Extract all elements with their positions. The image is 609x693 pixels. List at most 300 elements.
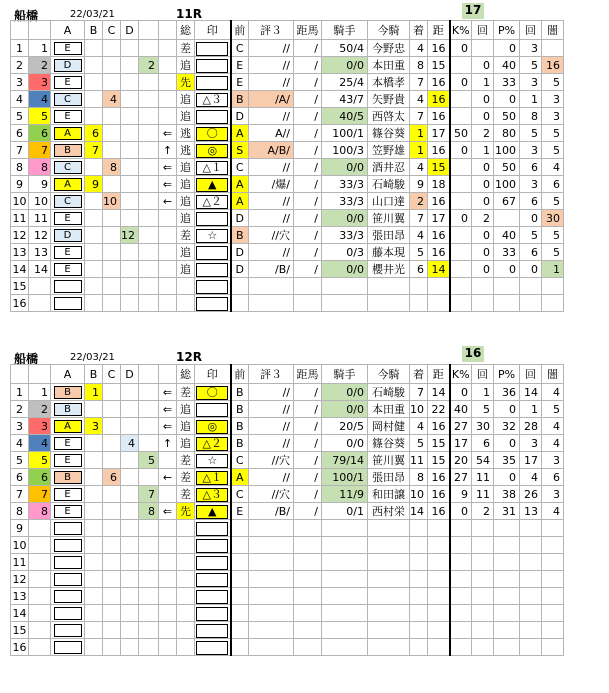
mark-box <box>196 590 228 604</box>
cell-mark <box>195 125 231 142</box>
mark-box <box>196 212 228 226</box>
cell-col-b: 1 <box>85 384 103 401</box>
cell-jockey-stat <box>322 588 368 605</box>
cell-k-return: 6 <box>472 435 494 452</box>
cell-dark: 5 <box>542 244 564 261</box>
cell-col-d <box>121 503 139 520</box>
cell-extra <box>139 40 159 57</box>
cell-p-return: 3 <box>520 40 542 57</box>
cell-previous: D <box>231 244 249 261</box>
mark-box: ◎ <box>196 420 228 434</box>
cell-p-pct <box>494 605 520 622</box>
place-name: 船橋 <box>14 352 39 366</box>
cell-rating3: // <box>249 418 294 435</box>
cell-k-return: 30 <box>472 418 494 435</box>
cell-col-b <box>85 486 103 503</box>
cell-jockey-stat: 11/9 <box>322 486 368 503</box>
column-header: 回 <box>472 365 494 384</box>
cell-jockey-name <box>368 520 410 537</box>
column-header: 評３ <box>249 365 294 384</box>
cell-extra <box>139 227 159 244</box>
cell-col-c <box>103 503 121 520</box>
cell-p-pct: 0 <box>494 91 520 108</box>
cell-k-return <box>472 605 494 622</box>
cell-jockey-stat: 0/0 <box>322 435 368 452</box>
cell-k-return: 0 <box>472 193 494 210</box>
mark-box <box>196 280 228 294</box>
cell-row-number: 1 <box>11 40 29 57</box>
table-row <box>11 469 564 486</box>
cell-style: 追 <box>177 210 195 227</box>
cell-extra <box>139 74 159 91</box>
cell-style: 追 <box>177 159 195 176</box>
column-header: P% <box>494 21 520 40</box>
cell-mark <box>195 605 231 622</box>
cell-jockey-name: 本橋孝 <box>368 74 410 91</box>
cell-p-return: 0 <box>520 210 542 227</box>
rank-box <box>54 297 82 310</box>
column-header <box>29 21 51 40</box>
mark-box: ◎ <box>196 144 228 158</box>
cell-row-number: 12 <box>12 228 27 242</box>
cell-p-pct <box>494 554 520 571</box>
cell-arrow <box>159 639 177 656</box>
cell-mark <box>195 40 231 57</box>
cell-row-number: 7 <box>11 142 29 159</box>
column-header <box>139 21 159 40</box>
cell-k-return: 0 <box>472 57 494 74</box>
cell-k-pct <box>450 57 472 74</box>
cell-mark <box>195 537 231 554</box>
cell-distance-horse: / <box>294 210 322 227</box>
cell-p-return: 5 <box>520 227 542 244</box>
column-header: 評３ <box>249 21 294 40</box>
cell-dark: 3 <box>542 91 564 108</box>
cell-gate: 9 <box>29 176 51 193</box>
column-header: 総 <box>177 21 195 40</box>
cell-row-number: 9 <box>11 176 29 193</box>
cell-row-number: 12 <box>12 572 27 586</box>
cell-p-return <box>520 295 542 312</box>
cell-k-pct <box>450 571 472 588</box>
cell-dark: 4 <box>542 503 564 520</box>
cell-distance-horse: / <box>294 435 322 452</box>
column-header: 距馬 <box>294 21 322 40</box>
cell-row-number: 15 <box>12 623 27 637</box>
cell-col-d <box>121 605 139 622</box>
cell-gate: 1 <box>29 40 51 57</box>
cell-k-pct: 9 <box>450 486 472 503</box>
cell-dark <box>542 40 564 57</box>
column-header <box>139 365 159 384</box>
cell-p-return: 5 <box>520 57 542 74</box>
cell-distance <box>428 295 450 312</box>
cell-rank-a <box>51 401 85 418</box>
cell-previous: A <box>231 193 249 210</box>
cell-gate: 3 <box>29 418 51 435</box>
cell-distance: 16 <box>428 244 450 261</box>
cell-k-pct <box>450 91 472 108</box>
cell-col-d <box>121 401 139 418</box>
cell-jockey-name <box>368 571 410 588</box>
cell-row-number: 1 <box>11 384 29 401</box>
table-row <box>11 295 564 312</box>
cell-p-return: 3 <box>520 176 542 193</box>
cell-p-pct: 0 <box>494 261 520 278</box>
cell-gate <box>29 537 51 554</box>
cell-rating3 <box>249 295 294 312</box>
race-number: 12R <box>176 350 202 364</box>
column-header: 騎手 <box>322 21 368 40</box>
mark-box: △２ <box>196 195 228 209</box>
cell-rank-a <box>51 125 85 142</box>
cell-col-c <box>103 278 121 295</box>
cell-dark <box>542 622 564 639</box>
cell-col-d <box>121 210 139 227</box>
cell-gate: 10 <box>29 193 51 210</box>
rank-box: B <box>54 403 82 416</box>
table-row <box>11 142 564 159</box>
cell-extra <box>139 605 159 622</box>
cell-rating3: A// <box>249 125 294 142</box>
cell-row-number: 9 <box>11 520 29 537</box>
cell-distance: 15 <box>428 452 450 469</box>
cell-k-return <box>472 639 494 656</box>
cell-previous: C <box>231 40 249 57</box>
cell-rank-a <box>51 554 85 571</box>
cell-arrow: ← <box>159 193 177 210</box>
cell-p-return: 1 <box>520 91 542 108</box>
cell-jockey-name <box>368 588 410 605</box>
cell-previous: C <box>231 486 249 503</box>
mark-box <box>196 522 228 536</box>
cell-row-number: 11 <box>12 211 27 225</box>
cell-row-number: 11 <box>12 555 27 569</box>
cell-jockey-stat: 100/3 <box>322 142 368 159</box>
column-header: K% <box>450 365 472 384</box>
cell-style: 追 <box>177 261 195 278</box>
cell-style <box>177 588 195 605</box>
cell-extra <box>139 588 159 605</box>
cell-gate <box>29 295 51 312</box>
cell-finish: 6 <box>410 261 428 278</box>
cell-gate <box>29 571 51 588</box>
cell-mark <box>195 503 231 520</box>
cell-dark: 3 <box>542 486 564 503</box>
cell-extra <box>139 159 159 176</box>
rank-box <box>54 522 82 535</box>
cell-col-b <box>85 554 103 571</box>
cell-rating3: // <box>249 435 294 452</box>
cell-rating3: /B/ <box>249 261 294 278</box>
cell-finish: 4 <box>410 227 428 244</box>
cell-gate <box>29 554 51 571</box>
cell-style: 差 <box>177 486 195 503</box>
cell-extra <box>139 176 159 193</box>
cell-jockey-stat: 100/1 <box>322 125 368 142</box>
column-header: K% <box>450 21 472 40</box>
mark-box: △１ <box>196 471 228 485</box>
cell-distance-horse: / <box>294 193 322 210</box>
cell-mark <box>195 554 231 571</box>
cell-extra <box>139 622 159 639</box>
cell-rank-a <box>51 622 85 639</box>
cell-jockey-stat <box>322 605 368 622</box>
cell-row-number: 16 <box>12 640 27 654</box>
cell-p-return: 8 <box>520 108 542 125</box>
cell-rank-a <box>51 452 85 469</box>
cell-rank-a <box>51 40 85 57</box>
column-header: D <box>121 21 139 40</box>
table-row <box>11 486 564 503</box>
mark-box <box>196 556 228 570</box>
cell-previous: D <box>231 108 249 125</box>
cell-col-b <box>85 588 103 605</box>
table-row <box>11 108 564 125</box>
cell-jockey-name: 石崎駿 <box>368 176 410 193</box>
cell-finish <box>410 639 428 656</box>
cell-col-d <box>121 622 139 639</box>
mark-box: ▲ <box>196 178 228 192</box>
mark-box <box>196 42 228 56</box>
cell-distance <box>428 571 450 588</box>
cell-previous: B <box>231 435 249 452</box>
cell-mark <box>195 142 231 159</box>
cell-dark <box>542 639 564 656</box>
mark-box: 〇 <box>196 127 228 141</box>
cell-dark: 6 <box>542 469 564 486</box>
cell-finish: 1 <box>410 125 428 142</box>
table-row <box>11 537 564 554</box>
cell-k-pct <box>450 261 472 278</box>
cell-finish: 4 <box>410 40 428 57</box>
cell-jockey-stat: 79/14 <box>322 452 368 469</box>
cell-arrow: ↑ <box>159 435 177 452</box>
cell-style: 追 <box>177 401 195 418</box>
cell-distance <box>428 537 450 554</box>
cell-rank-a <box>51 176 85 193</box>
column-header: D <box>121 365 139 384</box>
column-header: 今騎 <box>368 365 410 384</box>
cell-mark <box>195 486 231 503</box>
cell-col-c <box>103 295 121 312</box>
mark-box <box>196 76 228 90</box>
column-header: 騎手 <box>322 365 368 384</box>
cell-distance <box>428 520 450 537</box>
header-row <box>11 365 564 384</box>
cell-col-c: 4 <box>103 91 121 108</box>
cell-dark: 3 <box>542 108 564 125</box>
cell-p-pct: 80 <box>494 125 520 142</box>
mark-box: ☆ <box>196 229 228 243</box>
rank-box: C <box>54 93 82 106</box>
cell-finish <box>410 571 428 588</box>
column-header: 距馬 <box>294 365 322 384</box>
cell-p-pct: 32 <box>494 418 520 435</box>
cell-row-number: 5 <box>11 452 29 469</box>
cell-previous: S <box>231 142 249 159</box>
cell-rating3: // <box>249 469 294 486</box>
cell-finish: 10 <box>410 401 428 418</box>
cell-distance-horse: / <box>294 227 322 244</box>
cell-finish: 9 <box>410 176 428 193</box>
mark-box: ☆ <box>196 454 228 468</box>
cell-style <box>177 639 195 656</box>
cell-gate: 1 <box>29 384 51 401</box>
cell-k-pct <box>450 295 472 312</box>
cell-style <box>177 622 195 639</box>
cell-row-number: 13 <box>12 245 27 259</box>
field-count: 16 <box>462 346 484 362</box>
cell-gate: 11 <box>29 210 51 227</box>
cell-jockey-name: 本田重 <box>368 401 410 418</box>
cell-jockey-name: 張田昂 <box>368 227 410 244</box>
cell-col-b <box>85 295 103 312</box>
cell-p-return <box>520 554 542 571</box>
cell-distance: 16 <box>428 193 450 210</box>
rank-box: E <box>54 212 82 225</box>
cell-mark <box>195 278 231 295</box>
cell-previous: B <box>231 418 249 435</box>
cell-p-pct <box>494 571 520 588</box>
cell-gate <box>29 520 51 537</box>
cell-dark: 5 <box>542 74 564 91</box>
cell-distance: 16 <box>428 40 450 57</box>
cell-arrow <box>159 622 177 639</box>
cell-col-b <box>85 74 103 91</box>
cell-rating3: // <box>249 108 294 125</box>
cell-jockey-stat <box>322 639 368 656</box>
cell-rank-a <box>51 295 85 312</box>
cell-k-pct: 17 <box>450 435 472 452</box>
cell-distance: 14 <box>428 384 450 401</box>
cell-distance: 16 <box>428 486 450 503</box>
cell-previous: A <box>231 176 249 193</box>
cell-jockey-name <box>368 622 410 639</box>
cell-rating3: // <box>249 74 294 91</box>
cell-col-b <box>85 278 103 295</box>
cell-k-pct <box>450 639 472 656</box>
cell-row-number: 5 <box>11 108 29 125</box>
place-name: 船橋 <box>14 9 39 23</box>
table-row <box>11 401 564 418</box>
cell-distance <box>428 622 450 639</box>
cell-k-return: 0 <box>472 176 494 193</box>
cell-finish: 4 <box>410 418 428 435</box>
cell-arrow <box>159 554 177 571</box>
cell-p-return <box>520 588 542 605</box>
cell-gate <box>29 278 51 295</box>
cell-rank-a <box>51 57 85 74</box>
cell-jockey-name: 櫻井光 <box>368 261 410 278</box>
cell-col-d <box>121 125 139 142</box>
cell-col-b <box>85 469 103 486</box>
mark-box <box>196 246 228 260</box>
cell-dark: 5 <box>542 125 564 142</box>
cell-finish: 4 <box>410 91 428 108</box>
table-row <box>11 503 564 520</box>
table-row <box>11 588 564 605</box>
cell-jockey-name: 山口達 <box>368 193 410 210</box>
cell-p-pct: 67 <box>494 193 520 210</box>
cell-style <box>177 537 195 554</box>
cell-col-c <box>103 435 121 452</box>
cell-jockey-name: 本田重 <box>368 57 410 74</box>
cell-distance-horse: / <box>294 244 322 261</box>
cell-p-return: 6 <box>520 244 542 261</box>
table-row <box>11 91 564 108</box>
cell-style: 差 <box>177 227 195 244</box>
cell-distance: 16 <box>428 142 450 159</box>
cell-mark <box>195 57 231 74</box>
cell-style: 先 <box>177 503 195 520</box>
cell-p-return <box>520 537 542 554</box>
cell-mark <box>195 108 231 125</box>
cell-mark <box>195 193 231 210</box>
cell-p-return: 1 <box>520 401 542 418</box>
cell-mark <box>195 435 231 452</box>
rank-box: E <box>54 42 82 55</box>
table-row <box>11 193 564 210</box>
cell-p-return: 26 <box>520 486 542 503</box>
cell-k-return: 0 <box>472 227 494 244</box>
cell-k-pct <box>450 520 472 537</box>
cell-style <box>177 554 195 571</box>
mark-box <box>196 607 228 621</box>
cell-jockey-stat <box>322 554 368 571</box>
cell-p-pct: 100 <box>494 142 520 159</box>
race-table <box>10 364 564 656</box>
cell-gate: 7 <box>29 142 51 159</box>
cell-col-b: 3 <box>85 418 103 435</box>
cell-p-pct: 40 <box>494 57 520 74</box>
table-row <box>11 605 564 622</box>
cell-col-d <box>121 588 139 605</box>
cell-distance: 15 <box>428 159 450 176</box>
cell-dark: 5 <box>542 142 564 159</box>
cell-jockey-stat: 100/1 <box>322 469 368 486</box>
cell-finish <box>410 520 428 537</box>
cell-col-b <box>85 227 103 244</box>
cell-previous <box>231 295 249 312</box>
cell-k-pct: 40 <box>450 401 472 418</box>
cell-gate: 4 <box>29 435 51 452</box>
table-row <box>11 57 564 74</box>
cell-jockey-name: 西村栄 <box>368 503 410 520</box>
cell-finish: 4 <box>410 159 428 176</box>
cell-style: 追 <box>177 193 195 210</box>
race-date: 22/03/21 <box>70 9 115 20</box>
column-header: 着 <box>410 21 428 40</box>
rank-box: C <box>54 195 82 208</box>
cell-extra <box>139 142 159 159</box>
cell-k-pct <box>450 159 472 176</box>
cell-p-pct: 0 <box>494 40 520 57</box>
cell-arrow: ⇐ <box>159 418 177 435</box>
cell-col-d <box>121 193 139 210</box>
cell-mark <box>195 639 231 656</box>
mark-box: △２ <box>196 437 228 451</box>
cell-rank-a <box>51 435 85 452</box>
cell-col-d <box>121 520 139 537</box>
cell-jockey-name <box>368 639 410 656</box>
cell-col-d <box>121 537 139 554</box>
table-row <box>11 622 564 639</box>
cell-distance-horse <box>294 520 322 537</box>
rank-box: B <box>54 144 82 157</box>
cell-k-return: 54 <box>472 452 494 469</box>
cell-row-number: 15 <box>12 279 27 293</box>
